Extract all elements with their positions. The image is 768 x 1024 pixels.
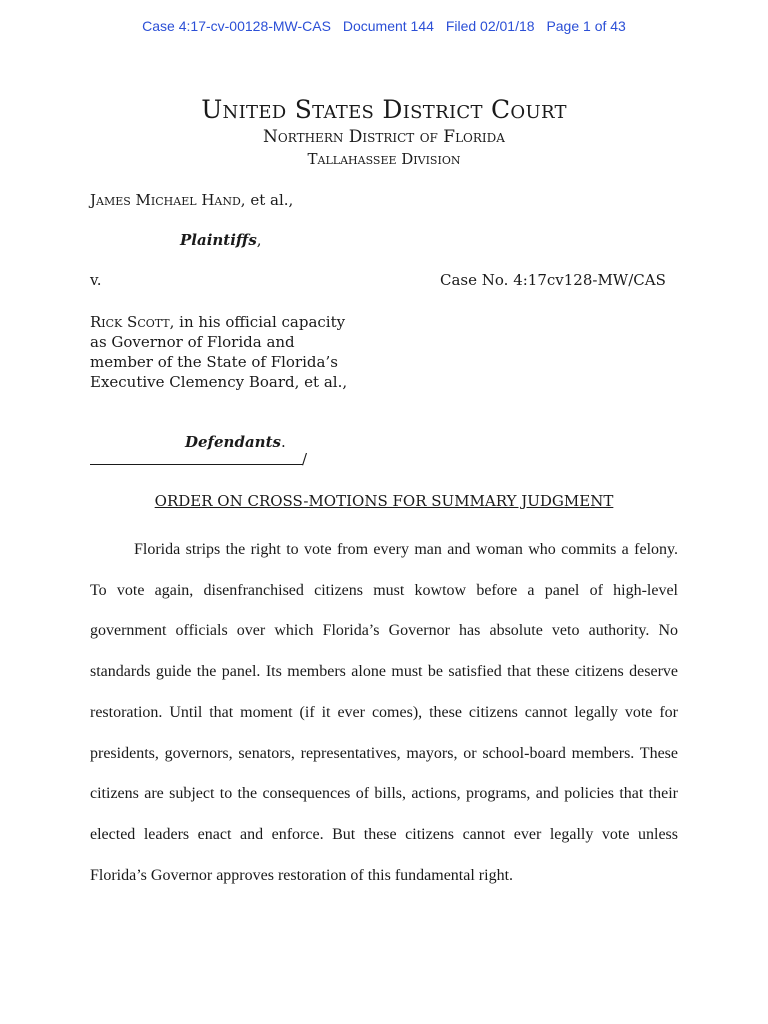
order-paragraph: Florida strips the right to vote from every man and woman who commits a felony. To vote again, disenfranchised citizens must kowtow before a panel of high-level government officials over which Florida’s Governor has absolute veto authority. No standards guide the panel. Its members alone must be satisfied that these citizens deserve restoration. Until that moment (if it ever comes), these citizens cannot legally vote for presidents, governors, senators, representatives, mayors, or school-board members. These citizens are subject to the consequences of bills, actions, programs, and policies that their elected leaders enact and enforce. But these citizens cannot ever legally vote unless Florida’s Governor approves restoration of this fundamental right. <box>90 541 678 884</box>
filing-header-stamp <box>0 18 768 34</box>
case-number-stamp: Case 4:17-cv-00128-MW-CAS <box>142 18 331 34</box>
plaintiffs-label <box>180 230 262 250</box>
court-division: Tallahassee Division <box>307 150 461 168</box>
plaintiffs-punct: , <box>256 231 262 249</box>
caption-rule <box>90 464 303 465</box>
order-title: ORDER ON CROSS-MOTIONS FOR SUMMARY JUDGMENT <box>154 492 614 510</box>
filed-date-stamp: Filed 02/01/18 <box>445 18 535 34</box>
defendants-punct: . <box>280 433 286 451</box>
defendant-description: , in his official capacity as Governor of Florida and member of the State of Florida’s Executive Clemency Board, et al., <box>90 313 348 391</box>
page-count-stamp: Page 1 of 43 <box>546 18 626 34</box>
caption-rule-slash: / <box>302 450 308 468</box>
defendant-caption <box>90 312 350 392</box>
defendants-label <box>185 432 286 452</box>
court-district: Northern District of Florida <box>263 127 505 147</box>
court-title: United States District Court <box>201 95 567 124</box>
plaintiff-suffix: , et al., <box>240 191 294 209</box>
document-number-stamp: Document 144 <box>342 18 434 34</box>
case-number: Case No. 4:17cv128-MW/CAS <box>440 271 666 289</box>
defendants-word: Defendants <box>185 433 281 451</box>
plaintiff-caption <box>90 190 293 210</box>
defendant-name: Rick Scott <box>90 313 170 331</box>
plaintiff-name: James Michael Hand <box>90 191 241 209</box>
versus-label: v. <box>90 271 102 289</box>
plaintiffs-word: Plaintiffs <box>180 231 257 249</box>
